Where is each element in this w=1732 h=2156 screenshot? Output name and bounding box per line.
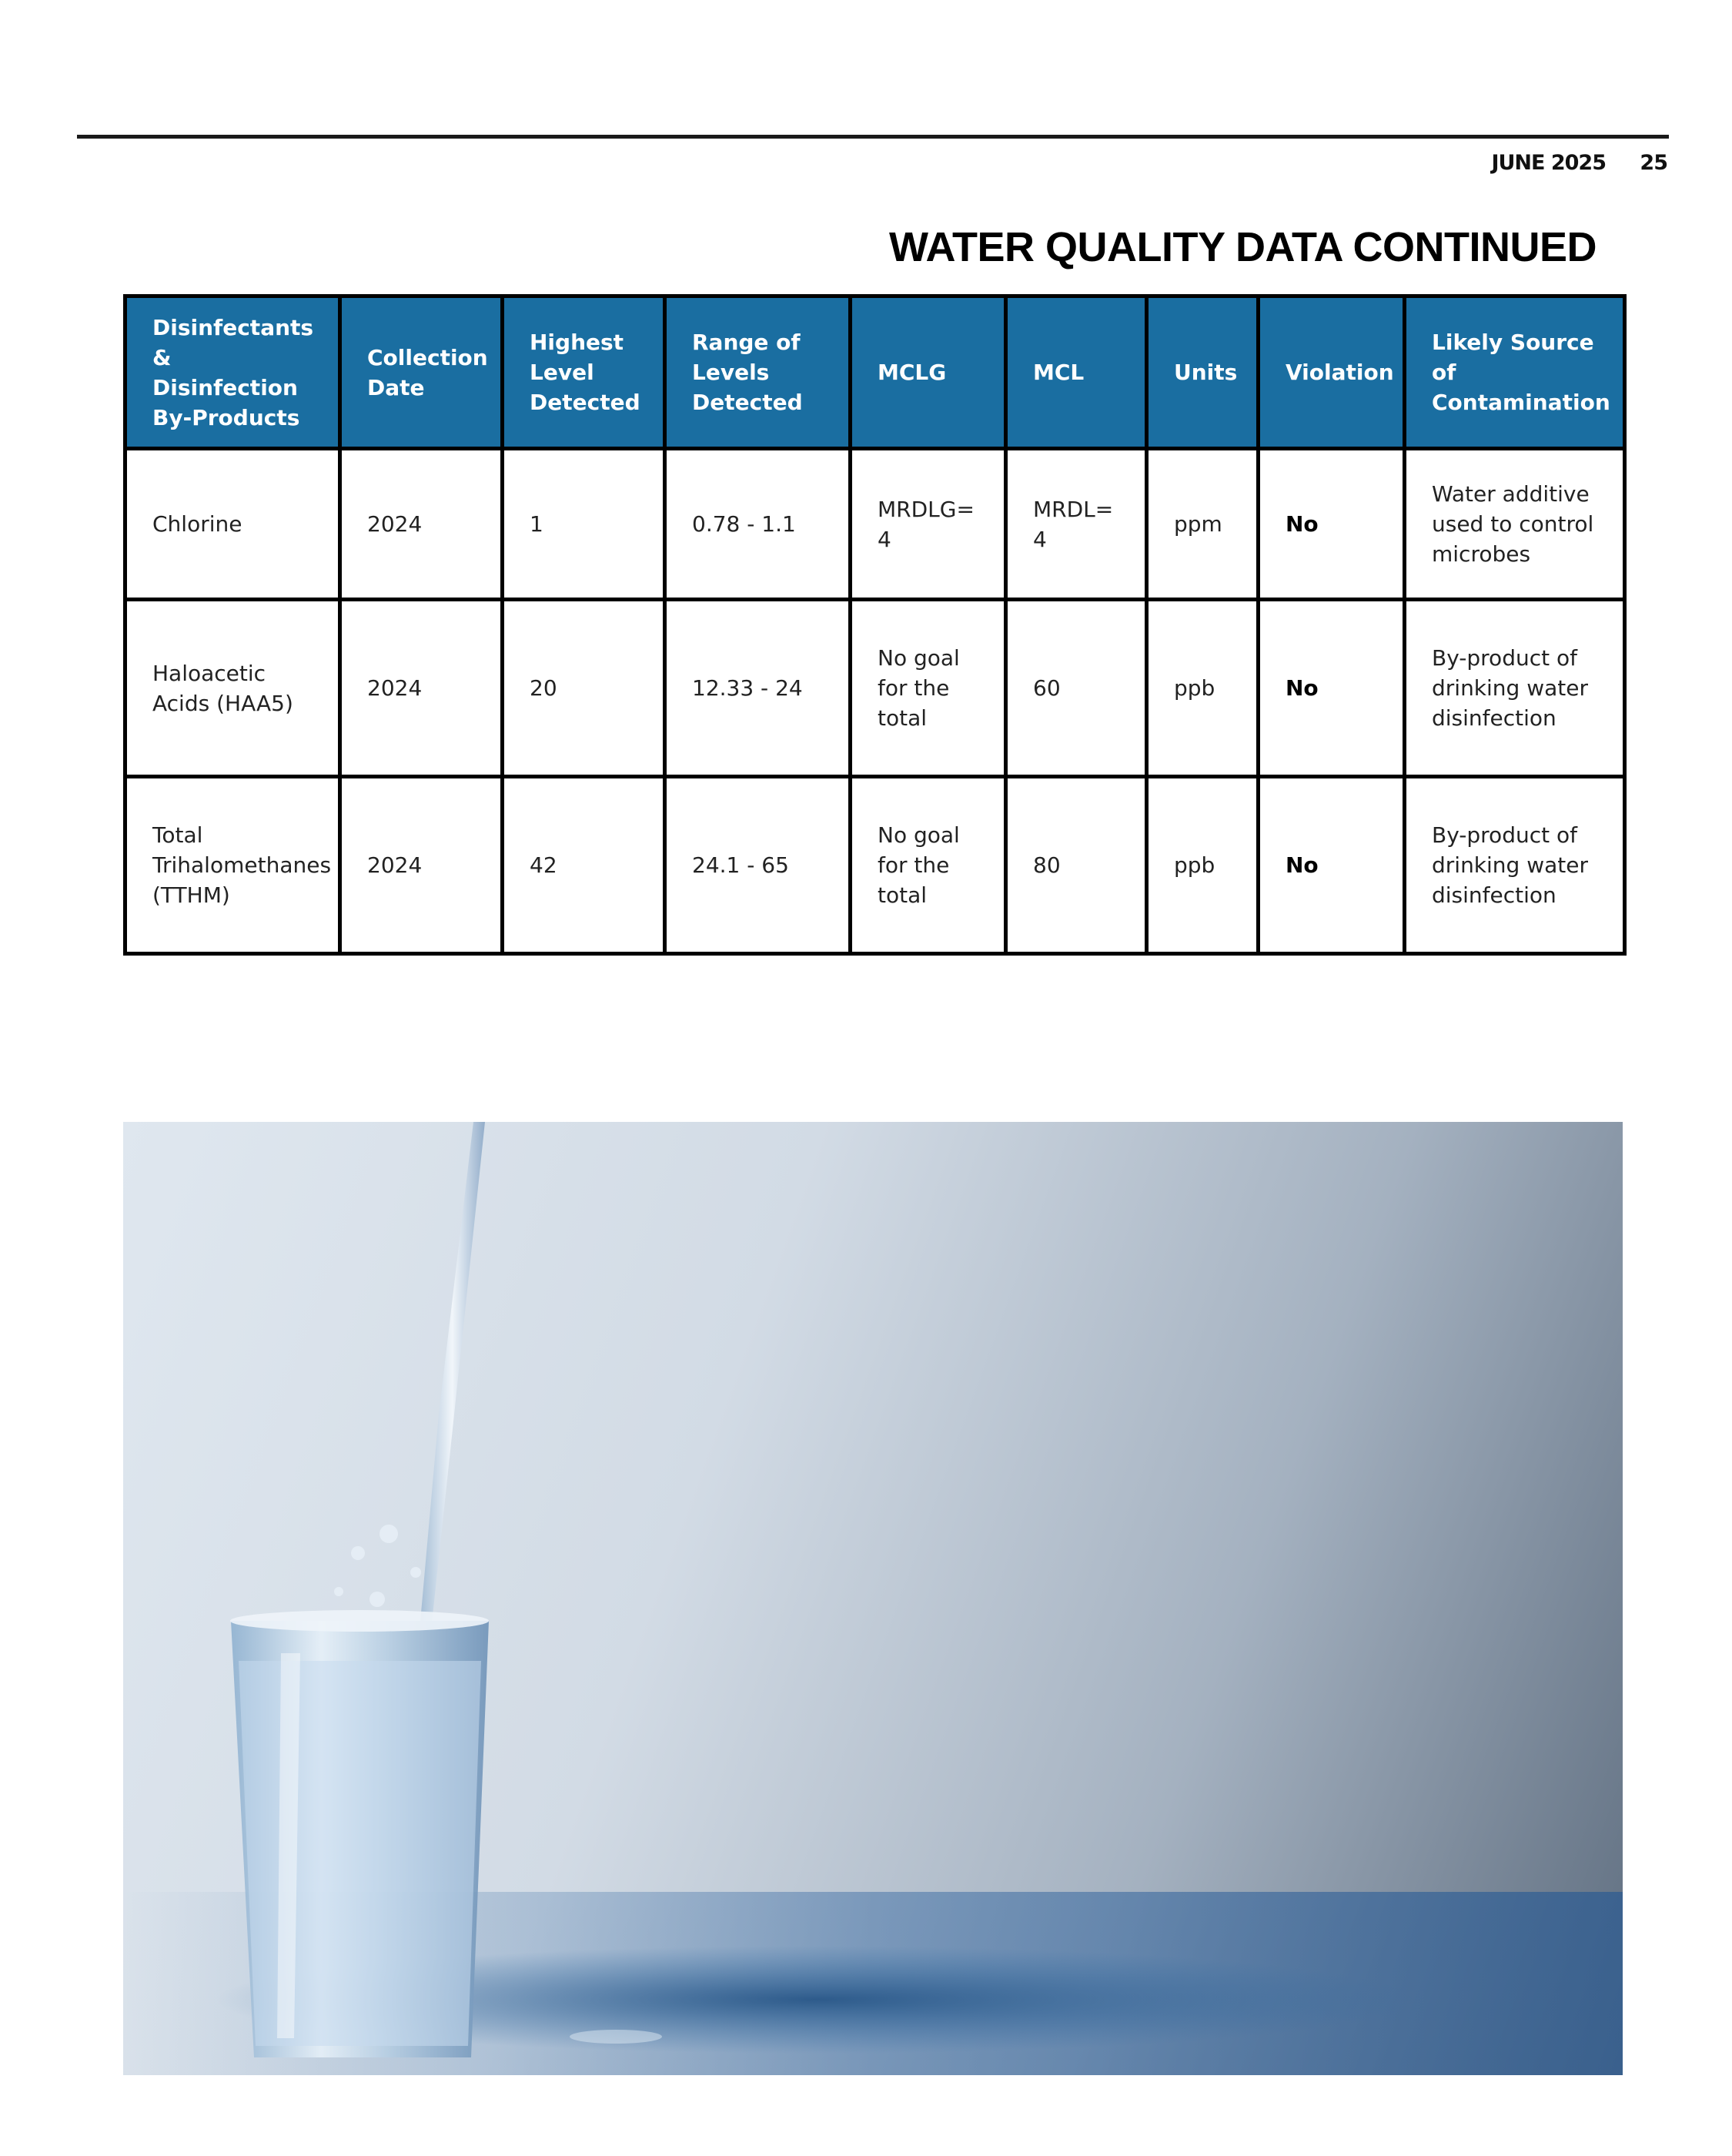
column-header: Highest Level Detected [503, 296, 665, 449]
page-title: WATER QUALITY DATA CONTINUED [889, 224, 1597, 270]
table-row [125, 777, 1625, 954]
column-header: MCL [1006, 296, 1147, 449]
table-cell: 80 [1006, 777, 1147, 954]
violation-cell: No [1259, 449, 1405, 600]
table-cell: 42 [503, 777, 665, 954]
table-cell: 60 [1006, 600, 1147, 777]
page-number: 25 [1640, 151, 1667, 175]
table-cell: By-product of drinking water disinfection [1405, 600, 1625, 777]
table-cell: 12.33 - 24 [665, 600, 851, 777]
column-header: Disinfectants & Disinfection By-Products [125, 296, 340, 449]
table-cell: 1 [503, 449, 665, 600]
table-cell: ppb [1147, 777, 1259, 954]
table-cell: Water additive used to control microbes [1405, 449, 1625, 600]
water-glass-illustration [123, 1122, 1623, 2075]
column-header: Likely Source of Contamination [1405, 296, 1625, 449]
table-cell: MRDL= 4 [1006, 449, 1147, 600]
table-cell: Haloacetic Acids (HAA5) [125, 600, 340, 777]
water-glass-photo [123, 1122, 1623, 2075]
violation-cell: No [1259, 777, 1405, 954]
table-header-row [125, 296, 1625, 449]
table-cell: MRDLG= 4 [851, 449, 1006, 600]
header-rule [77, 135, 1669, 139]
table-cell: 2024 [340, 600, 503, 777]
water-quality-table [123, 294, 1627, 956]
table-cell: ppb [1147, 600, 1259, 777]
table-cell: ppm [1147, 449, 1259, 600]
column-header: Range of Levels Detected [665, 296, 851, 449]
table-row [125, 600, 1625, 777]
table-cell: No goal for the total [851, 777, 1006, 954]
violation-cell: No [1259, 600, 1405, 777]
table-cell: Total Trihalomethanes (TTHM) [125, 777, 340, 954]
page-header [1491, 151, 1667, 175]
table-cell: Chlorine [125, 449, 340, 600]
table-cell: 2024 [340, 449, 503, 600]
table-cell: 0.78 - 1.1 [665, 449, 851, 600]
table-cell: 2024 [340, 777, 503, 954]
column-header: Violation [1259, 296, 1405, 449]
column-header: Units [1147, 296, 1259, 449]
table-cell: By-product of drinking water disinfection [1405, 777, 1625, 954]
column-header: Collection Date [340, 296, 503, 449]
table-row [125, 449, 1625, 600]
column-header: MCLG [851, 296, 1006, 449]
table-cell: 20 [503, 600, 665, 777]
table-cell: 24.1 - 65 [665, 777, 851, 954]
issue-date: JUNE 2025 [1491, 151, 1607, 175]
table-cell: No goal for the total [851, 600, 1006, 777]
